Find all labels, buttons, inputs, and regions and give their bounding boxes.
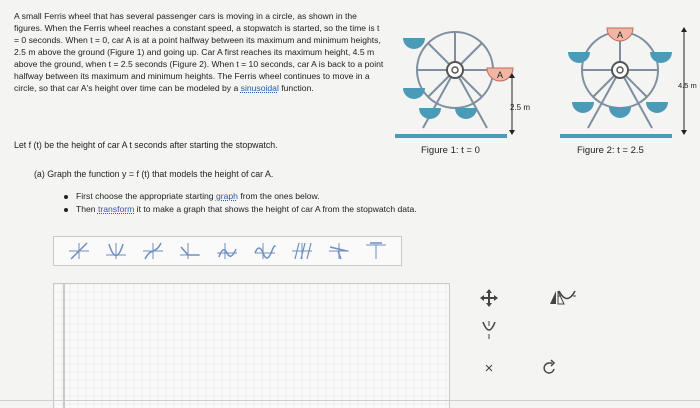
graph-option-tangent-icon[interactable] [287,239,317,263]
graph-option-reciprocal-icon[interactable] [324,239,354,263]
starting-graph-toolbar [53,236,402,266]
car [572,102,594,113]
car-a-label: A [616,30,624,40]
figure-2-caption: Figure 2: t = 2.5 [577,145,644,156]
car [609,107,631,118]
car-a-label: A [496,70,504,80]
car [419,108,441,119]
graph-canvas[interactable] [53,283,450,408]
car [403,38,425,49]
car [403,88,425,99]
graph-option-sqrt-icon[interactable] [212,239,242,263]
graph-option-linear-icon[interactable] [64,239,94,263]
problem-statement [14,10,386,94]
instruction-2: Then transform it to make a graph that shows the height of car A from the stopwatch data. [64,204,514,215]
figure-1 [395,10,535,140]
move-icon[interactable] [478,287,500,309]
instructions-list [64,191,514,217]
bottom-divider [0,400,700,401]
figure-2 [560,10,700,140]
clear-button[interactable]: × [484,359,494,377]
undo-icon[interactable] [538,357,560,379]
height-label: 2.5 m [510,103,531,112]
function-definition: Let f (t) be the height of car A t seconds after starting the stopwatch. [14,140,278,150]
graph-option-exponential-icon[interactable] [361,239,391,263]
horizontal-stretch-icon[interactable] [556,287,578,309]
graph-option-sine-icon[interactable] [250,239,280,263]
part-a-prompt: (a) Graph the function y = f (t) that models the height of car A. [34,169,274,179]
graph-option-quadratic-icon[interactable] [101,239,131,263]
sinusoidal-link[interactable]: sinusoidal [240,83,279,93]
graph-option-absolute-icon[interactable] [175,239,205,263]
transform-link[interactable]: transform [97,204,135,214]
graph-link[interactable]: graph [215,191,238,201]
car [568,52,590,63]
car [455,108,477,119]
problem-text: A small Ferris wheel that has several passenger cars is moving in a circle, as shown in the figures. When the Ferris wheel reaches a constant speed, a stopwatch is started, so the time is t = 0 seconds. When t = 0, car A is at a point halfway between its maximum and minimum heights, 2.5 m above the ground (Figure 1) and going up. Car A first reaches its maximum height, 4.5 m above the ground, when t = 2.5 seconds (Figure 2). When t = 10 seconds, car A is back to a point halfway between its maximum and minimum heights. The Ferris wheel continues to move in a circle, so that car A's height over time can be modeled by a [14,11,384,93]
ground [395,134,507,138]
car [650,52,672,63]
problem-text-end: function. [281,83,314,93]
graph-option-cubic-icon[interactable] [138,239,168,263]
transform-tools [470,285,610,405]
vertical-stretch-icon[interactable] [478,319,500,341]
instruction-1: First choose the appropriate starting graph from the ones below. [64,191,514,202]
ground [560,134,672,138]
car [646,102,668,113]
height-label: 4.5 m [678,81,697,90]
figure-1-caption: Figure 1: t = 0 [421,145,480,156]
